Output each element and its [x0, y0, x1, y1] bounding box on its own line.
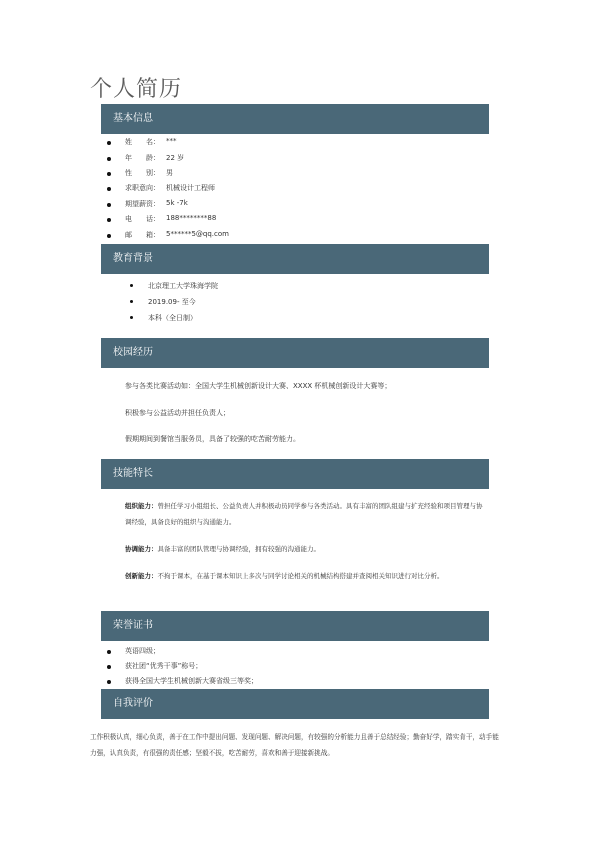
- section-header-basic-info: 基本信息: [101, 104, 489, 134]
- field-label: 邮 箱：: [125, 231, 160, 239]
- section-header-skills: 技能特长: [101, 459, 489, 489]
- bullet-icon: [107, 218, 111, 222]
- honor-item: 获得全国大学生机械创新大赛省级三等奖；: [125, 677, 258, 685]
- honor-item: 获社团“优秀干事”称号；: [125, 662, 203, 670]
- resume-title: 个人简历: [90, 77, 183, 102]
- bullet-icon: [107, 665, 111, 669]
- skill-innovation: [125, 568, 485, 584]
- skill-name: 协调能力：: [125, 545, 158, 553]
- section-header-self-eval: 自我评价: [101, 689, 489, 719]
- bullet-icon: [107, 234, 111, 238]
- field-value: ***: [166, 137, 177, 145]
- skill-organization: [125, 498, 485, 530]
- field-value: 机械设计工程师: [166, 184, 215, 192]
- bullet-icon: [130, 284, 133, 287]
- degree: 本科（全日制）: [148, 314, 197, 322]
- bullet-icon: [107, 187, 111, 191]
- bullet-icon: [130, 316, 133, 319]
- campus-item: 积极参与公益活动并担任负责人；: [125, 409, 230, 417]
- skill-coordination: [125, 541, 485, 557]
- section-header-campus: 校园经历: [101, 338, 489, 368]
- field-label: 性 别：: [125, 169, 160, 177]
- bullet-icon: [107, 680, 111, 684]
- skill-text: 不拘于课本，在基于课本知识上多次与同学讨论相关的机械结构搭建并查阅相关知识进行对比分析。: [157, 572, 444, 580]
- section-header-honors: 荣誉证书: [101, 611, 489, 641]
- section-header-education: 教育背景: [101, 244, 489, 274]
- field-label: 年 龄：: [125, 154, 160, 162]
- bullet-icon: [130, 300, 133, 303]
- field-value: 男: [166, 169, 173, 177]
- bullet-icon: [107, 157, 111, 161]
- honor-item: 英语四级；: [125, 647, 160, 655]
- self-evaluation-text: 工作积极认真，细心负责，善于在工作中提出问题、发现问题、解决问题，有较强的分析能力且善于总结经验；勤奋好学，踏实肯干，动手能力强，认真负责，有很强的责任感；坚毅不拔，吃苦耐劳，喜欢和善于迎接新挑战。: [90, 733, 499, 757]
- school-name: 北京理工大学珠海学院: [148, 282, 218, 290]
- field-label: 求职意向：: [125, 184, 160, 192]
- study-period: 2019.09- 至今: [148, 298, 196, 306]
- skill-text: 曾担任学习小组组长、公益负责人并积极动员同学参与各类活动。具有丰富的团队组建与扩充经验和项目管理与协调经验，具备良好的组织与沟通能力。: [125, 502, 483, 526]
- bullet-icon: [107, 141, 111, 145]
- field-value: 22 岁: [166, 154, 185, 162]
- field-value: 5******5@qq.com: [166, 230, 229, 238]
- bullet-icon: [107, 203, 111, 207]
- skill-text: 具备丰富的团队管理与协调经验，拥有较强的沟通能力。: [157, 545, 320, 553]
- field-label: 期望薪资：: [125, 200, 160, 208]
- skill-name: 创新能力：: [125, 572, 158, 580]
- field-label: 电 话：: [125, 215, 160, 223]
- bullet-icon: [107, 650, 111, 654]
- field-value: 5k -7k: [166, 199, 188, 207]
- field-label: 姓 名：: [125, 138, 160, 146]
- campus-item: 参与各类比赛活动如：全国大学生机械创新设计大赛、XXXX 杯机械创新设计大赛等；: [125, 382, 392, 390]
- bullet-icon: [107, 172, 111, 176]
- skill-name: 组织能力：: [125, 502, 158, 510]
- field-value: 188********88: [166, 214, 217, 222]
- campus-item: 假期期间到餐馆当服务员，具备了较强的吃苦耐劳能力。: [125, 435, 300, 443]
